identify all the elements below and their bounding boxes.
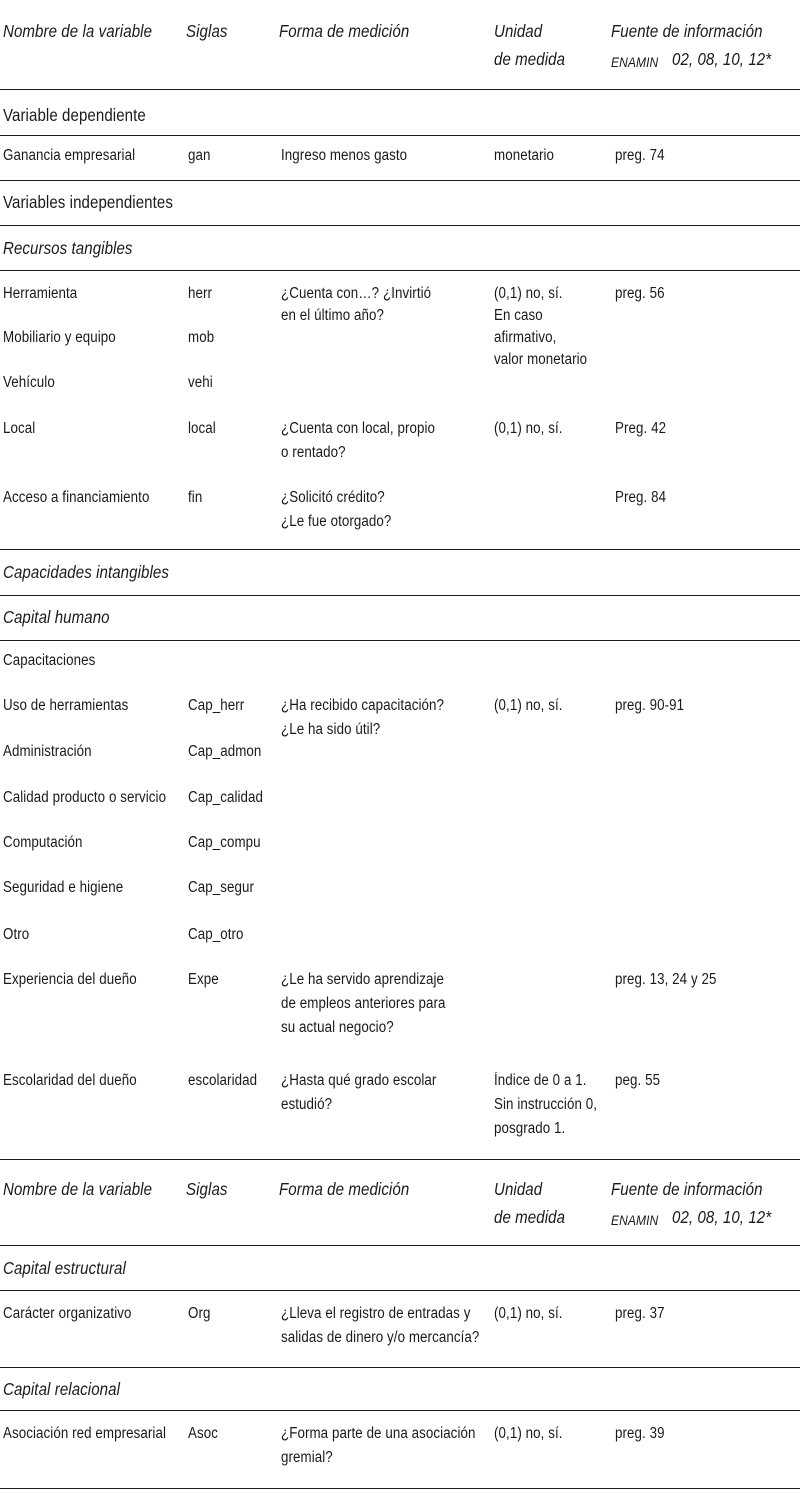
subsection-title-tangibles: Recursos tangibles [3, 238, 133, 258]
cell-sigla: Cap_calidad [188, 789, 264, 806]
cell-unidad: (0,1) no, sí. [494, 420, 563, 437]
header-col-fuente: Fuente de información [611, 1179, 763, 1199]
cell-sigla: gan [188, 147, 211, 164]
divider [0, 595, 800, 596]
header-col-fuente-source: ENAMIN [611, 1212, 659, 1228]
header-col-fuente-source: ENAMIN [611, 54, 659, 70]
header-col-unidad-2: de medida [494, 1207, 566, 1227]
cell-name: Mobiliario y equipo [3, 329, 116, 346]
cell-forma: o rentado? [281, 444, 346, 461]
divider [0, 89, 800, 90]
subsection-title-humano: Capital humano [3, 607, 110, 627]
cell-unidad: monetario [494, 147, 555, 164]
subsection-title-estructural: Capital estructural [3, 1258, 126, 1278]
divider [0, 640, 800, 641]
cell-sigla: Cap_otro [188, 926, 244, 943]
cell-fuente: preg. 90-91 [615, 697, 685, 714]
cell-forma: gremial? [281, 1449, 333, 1466]
divider [0, 1159, 800, 1160]
header-col-siglas: Siglas [186, 1179, 228, 1199]
cell-unidad: posgrado 1. [494, 1120, 566, 1137]
cell-unidad: (0,1) no, sí. [494, 1305, 563, 1322]
group-label-capacitaciones: Capacitaciones [3, 652, 96, 669]
divider [0, 549, 800, 550]
cell-fuente: preg. 37 [615, 1305, 665, 1322]
subsection-title-intangibles: Capacidades intangibles [3, 562, 169, 582]
cell-sigla: herr [188, 285, 213, 302]
cell-sigla: Cap_admon [188, 743, 262, 760]
cell-forma: ¿Cuenta con local, propio [281, 420, 436, 437]
cell-name: Otro [3, 926, 30, 943]
divider [0, 270, 800, 271]
cell-name: Herramienta [3, 285, 78, 302]
cell-unidad: (0,1) no, sí. [494, 285, 563, 302]
cell-name: Administración [3, 743, 92, 760]
cell-name: Calidad producto o servicio [3, 789, 167, 806]
cell-name: Vehículo [3, 374, 55, 391]
divider [0, 135, 800, 136]
cell-unidad: Índice de 0 a 1. [494, 1072, 587, 1089]
cell-name: Local [3, 420, 36, 437]
cell-unidad: valor monetario [494, 351, 588, 368]
cell-name: Carácter organizativo [3, 1305, 132, 1322]
cell-sigla: Cap_herr [188, 697, 245, 714]
cell-forma: Ingreso menos gasto [281, 147, 408, 164]
cell-forma: ¿Lleva el registro de entradas y [281, 1305, 471, 1322]
cell-fuente: preg. 13, 24 y 25 [615, 971, 717, 988]
section-title-dependiente: Variable dependiente [3, 105, 146, 125]
cell-forma: de empleos anteriores para [281, 995, 446, 1012]
cell-sigla: Org [188, 1305, 211, 1322]
cell-fuente: Preg. 84 [615, 489, 667, 506]
cell-sigla: mob [188, 329, 215, 346]
cell-fuente: preg. 56 [615, 285, 665, 302]
cell-forma: ¿Le ha servido aprendizaje [281, 971, 445, 988]
cell-unidad: afirmativo, [494, 329, 557, 346]
cell-name: Seguridad e higiene [3, 879, 124, 896]
section-title-independientes: Variables independientes [3, 192, 173, 212]
cell-sigla: Cap_compu [188, 834, 261, 851]
divider [0, 1367, 800, 1368]
cell-sigla: local [188, 420, 216, 437]
cell-forma: su actual negocio? [281, 1019, 394, 1036]
header-col-forma: Forma de medición [279, 21, 410, 41]
cell-sigla: Expe [188, 971, 219, 988]
divider [0, 1410, 800, 1411]
header-col-siglas: Siglas [186, 21, 228, 41]
cell-forma: en el último año? [281, 307, 384, 324]
header-col-fuente-years: 02, 08, 10, 12* [672, 49, 772, 69]
cell-fuente: Preg. 42 [615, 420, 667, 437]
cell-sigla: Asoc [188, 1425, 218, 1442]
cell-fuente: preg. 74 [615, 147, 665, 164]
cell-sigla: Cap_segur [188, 879, 254, 896]
cell-fuente: peg. 55 [615, 1072, 661, 1089]
cell-name: Ganancia empresarial [3, 147, 136, 164]
cell-name: Acceso a financiamiento [3, 489, 150, 506]
cell-name: Escolaridad del dueño [3, 1072, 137, 1089]
divider [0, 225, 800, 226]
cell-name: Computación [3, 834, 83, 851]
cell-name: Experiencia del dueño [3, 971, 137, 988]
cell-sigla: vehi [188, 374, 213, 391]
cell-forma: ¿Ha recibido capacitación? [281, 697, 445, 714]
cell-forma: ¿Le ha sido útil? [281, 721, 381, 738]
cell-sigla: fin [188, 489, 203, 506]
header-col-unidad: Unidad [494, 21, 543, 41]
cell-unidad: (0,1) no, sí. [494, 1425, 563, 1442]
cell-forma: estudió? [281, 1096, 333, 1113]
header-col-fuente: Fuente de información [611, 21, 763, 41]
cell-forma: ¿Hasta qué grado escolar [281, 1072, 437, 1089]
cell-name: Asociación red empresarial [3, 1425, 167, 1442]
cell-forma: ¿Le fue otorgado? [281, 513, 392, 530]
header-col-unidad: Unidad [494, 1179, 543, 1199]
cell-unidad: En caso [494, 307, 543, 324]
divider [0, 180, 800, 181]
cell-fuente: preg. 39 [615, 1425, 665, 1442]
divider [0, 1488, 800, 1489]
header-col-forma: Forma de medición [279, 1179, 410, 1199]
divider [0, 1245, 800, 1246]
divider [0, 1290, 800, 1291]
cell-forma: ¿Solicitó crédito? [281, 489, 385, 506]
header-col-name: Nombre de la variable [3, 21, 153, 41]
cell-forma: salidas de dinero y/o mercancía? [281, 1329, 480, 1346]
cell-forma: ¿Forma parte de una asociación [281, 1425, 476, 1442]
cell-name: Uso de herramientas [3, 697, 129, 714]
cell-forma: ¿Cuenta con…? ¿Invirtió [281, 285, 432, 302]
header-col-name: Nombre de la variable [3, 1179, 153, 1199]
subsection-title-relacional: Capital relacional [3, 1379, 121, 1399]
cell-sigla: escolaridad [188, 1072, 258, 1089]
cell-unidad: (0,1) no, sí. [494, 697, 563, 714]
header-col-unidad-2: de medida [494, 49, 566, 69]
cell-unidad: Sin instrucción 0, [494, 1096, 598, 1113]
header-col-fuente-years: 02, 08, 10, 12* [672, 1207, 772, 1227]
